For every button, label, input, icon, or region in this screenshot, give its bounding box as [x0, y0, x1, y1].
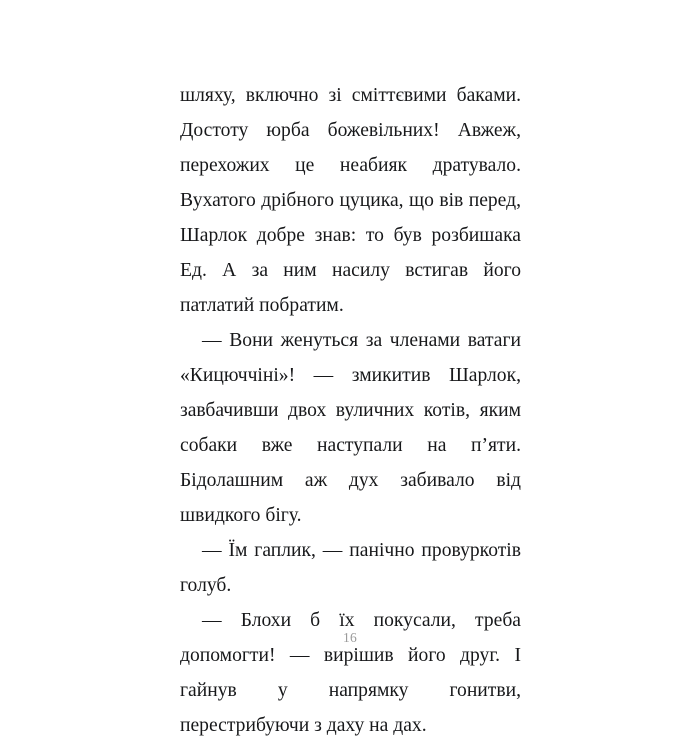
- page-number: 16: [342, 630, 358, 645]
- paragraph-dialogue-3: — Блохи б їх покусали, треба допомогти! — вирішив його друг. І гайнув у напрямку гонитви, перестрибуючи з даху на дах.: [180, 610, 521, 736]
- paragraph-dialogue-2: — Їм гаплик, — панічно провуркотів голуб.: [180, 540, 521, 596]
- paragraph-continuation: шляху, включно зі сміттєвими баками. Достоту юрба божевільних! Авжеж, перехожих це неабияк дратувало. Вухатого дрібного цуцика, що вів перед, Шарлок добре знав: то був розбишака Ед. А за ним насилу встигав його патлатий побратим.: [180, 85, 521, 316]
- paragraph-dialogue-1: — Вони женуться за членами ватаги «Кицюччіні»! — змикитив Шарлок, завбачивши двох вуличних котів, яким собаки вже наступали на п’яти. Бідолашним аж дух забивало від швидкого бігу.: [180, 330, 521, 526]
